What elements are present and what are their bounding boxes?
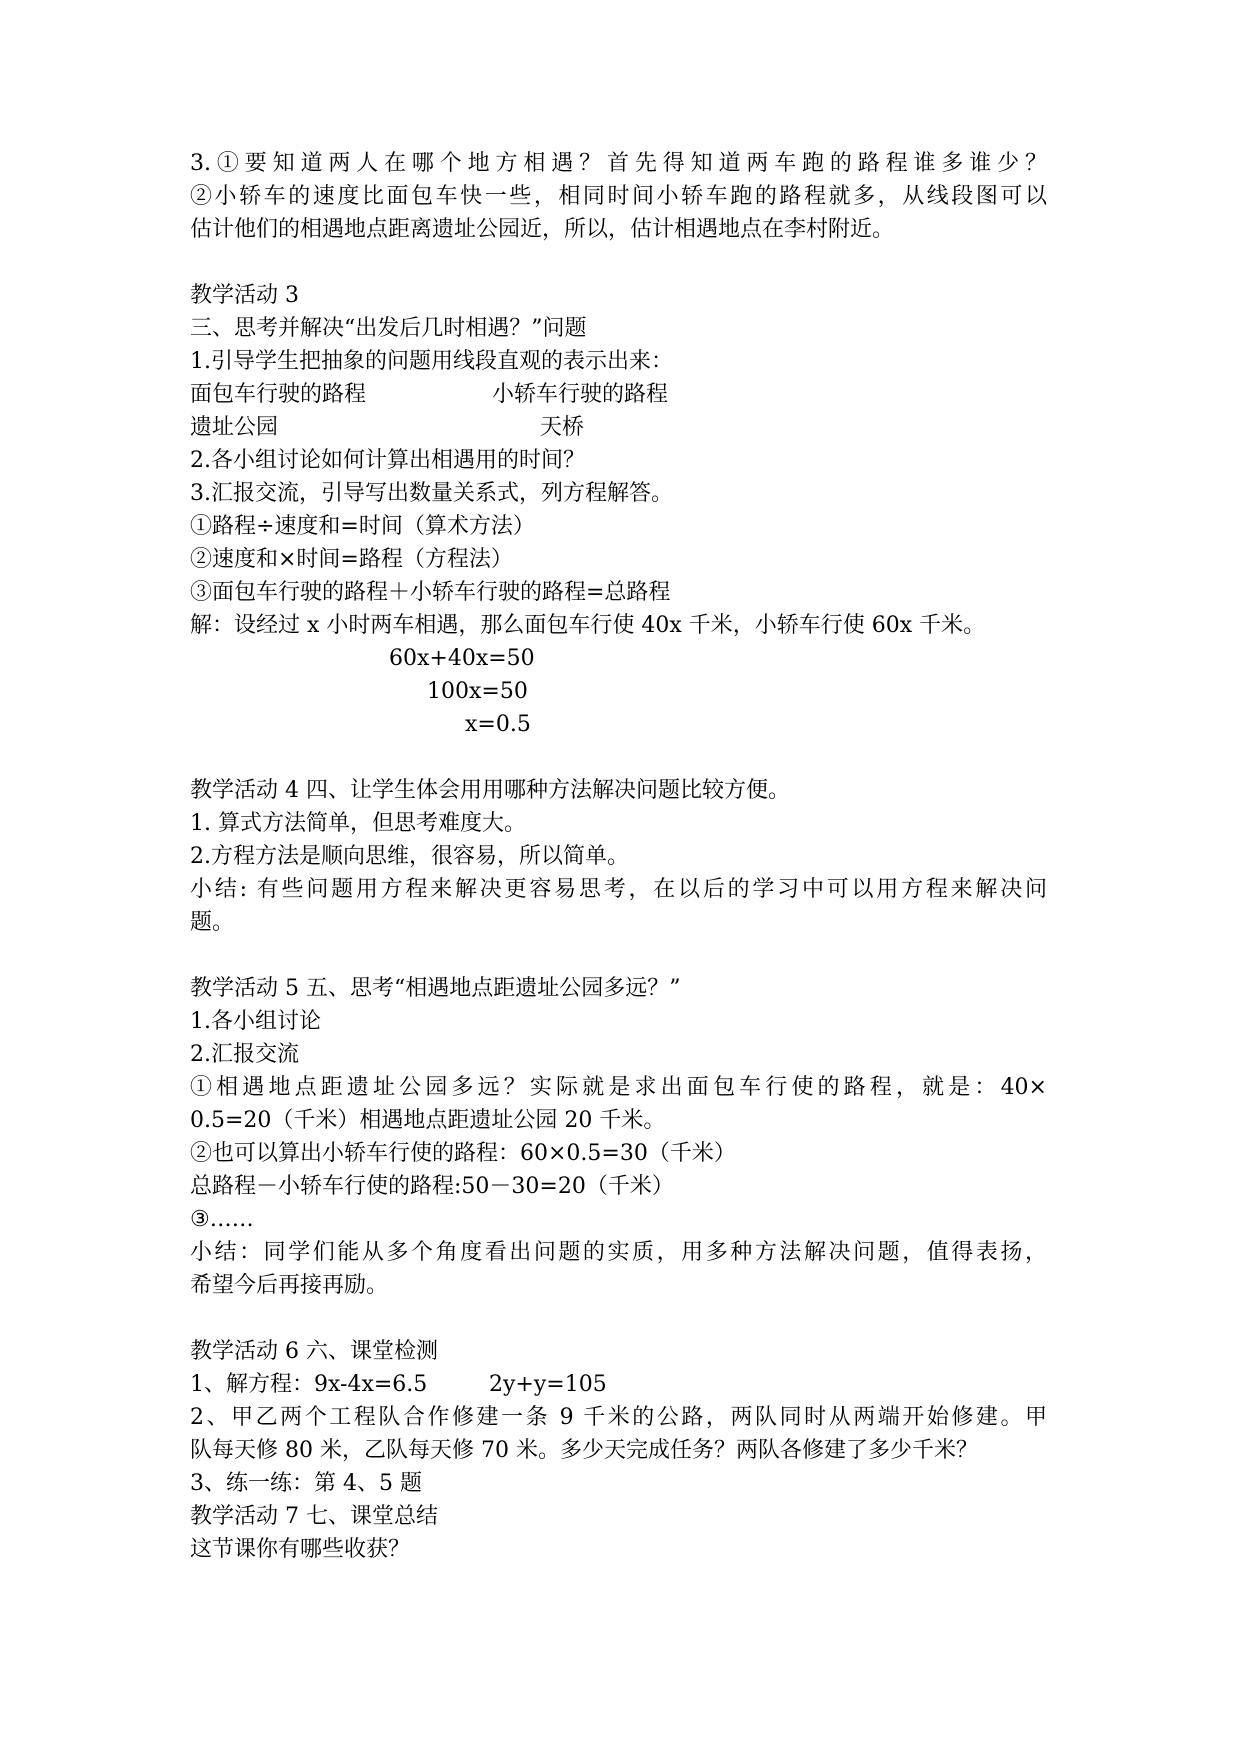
- diagram-label: 小轿车行驶的路程: [492, 382, 669, 407]
- text-line: 2、甲乙两个工程队合作修建一条 9 千米的公路，两队同时从两端开始修建。甲: [190, 1405, 1047, 1430]
- text-line: ②也可以算出小轿车行使的路程：60×0.5=30（千米）: [190, 1141, 736, 1166]
- text-line: ③……: [190, 1207, 254, 1232]
- text-line: ②小轿车的速度比面包车快一些，相同时间小轿车跑的路程就多，从线段图可以: [190, 184, 1047, 209]
- text-line: 估计他们的相遇地点距离遗址公园近，所以，估计相遇地点在李村附近。: [190, 217, 895, 242]
- text-line: 2.各小组讨论如何计算出相遇用的时间？: [190, 448, 585, 473]
- diagram-label: 面包车行驶的路程: [190, 382, 367, 407]
- text-line: 3.汇报交流，引导写出数量关系式，列方程解答。: [190, 481, 673, 506]
- text-line: ①路程÷速度和=时间（算术方法）: [190, 514, 535, 539]
- text-line: 三、思考并解决“出发后几时相遇？”问题: [190, 316, 587, 341]
- text-line: 题。: [190, 910, 235, 935]
- text-line: 2.汇报交流: [190, 1042, 299, 1067]
- text-line: 2.方程方法是顺向思维，很容易，所以简单。: [190, 844, 629, 869]
- equation-line: 100x=50: [427, 679, 528, 704]
- text-line: 希望今后再接再励。: [190, 1273, 389, 1298]
- text-line: 3、练一练：第 4、5 题: [190, 1471, 422, 1496]
- text-line: 1.各小组讨论: [190, 1009, 321, 1034]
- equation-line: 2y+y=105: [489, 1372, 607, 1397]
- text-line: 0.5=20（千米）相遇地点距遗址公园 20 千米。: [190, 1108, 666, 1133]
- text-line: 小结: 有些问题用方程来解决更容易思考，在以后的学习中可以用方程来解决问: [190, 877, 1047, 902]
- text-line: 队每天修 80 米，乙队每天修 70 米。多少天完成任务？两队各修建了多少千米？: [190, 1438, 978, 1463]
- section-heading: 教学活动 5 五、思考“相遇地点距遗址公园多远？”: [190, 976, 681, 1001]
- text-line: ①相遇地点距遗址公园多远？实际就是求出面包车行使的路程，就是：40×: [190, 1075, 1047, 1100]
- section-heading: 教学活动 6 六、课堂检测: [190, 1339, 438, 1364]
- text-line: ③面包车行驶的路程＋小轿车行驶的路程=总路程: [190, 580, 671, 605]
- text-line: 1、解方程：9x-4x=6.5: [190, 1372, 428, 1397]
- text-line: 总路程－小轿车行使的路程:50－30=20（千米）: [190, 1174, 674, 1199]
- section-heading: 教学活动 3: [190, 283, 299, 308]
- text-line: 解：设经过 x 小时两车相遇，那么面包车行使 40x 千米，小轿车行使 60x 千米。: [190, 613, 986, 638]
- diagram-label: 天桥: [540, 415, 585, 440]
- equation-line: 60x+40x=50: [389, 646, 535, 671]
- equation-line: x=0.5: [465, 712, 531, 737]
- diagram-label: 遗址公园: [190, 415, 279, 440]
- text-line: 1. 算式方法简单，但思考难度大。: [190, 811, 526, 836]
- text-line: ②速度和×时间=路程（方程法）: [190, 547, 513, 572]
- text-line: 小结：同学们能从多个角度看出问题的实质，用多种方法解决问题，值得表扬，: [190, 1240, 1047, 1265]
- text-line: 1.引导学生把抽象的问题用线段直观的表示出来：: [190, 349, 673, 374]
- section-heading: 教学活动 7 七、课堂总结: [190, 1504, 438, 1529]
- section-heading: 教学活动 4 四、让学生体会用用哪种方法解决问题比较方便。: [190, 778, 790, 803]
- text-line: 这节课你有哪些收获？: [190, 1537, 411, 1562]
- text-line: 3.①要知道两人在哪个地方相遇？首先得知道两车跑的路程谁多谁少？: [190, 151, 1047, 176]
